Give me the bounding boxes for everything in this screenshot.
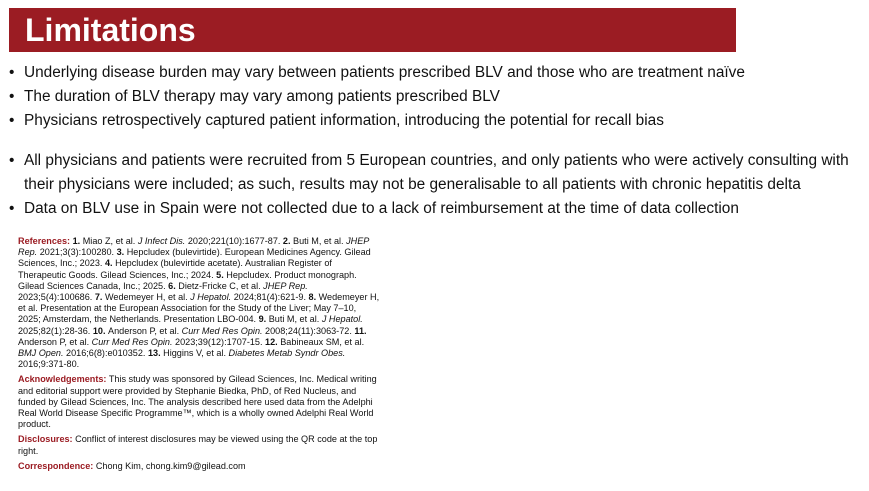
reference-number: 8. [306, 292, 319, 303]
bullet-text: Physicians retrospectively captured patient information, introducing the potential for recall bias [24, 112, 664, 129]
reference-journal: J Infect Dis. [137, 236, 186, 246]
reference-number: 4. [102, 258, 116, 269]
bullet-item [9, 149, 869, 197]
reference-number: 9. [256, 314, 269, 325]
reference-number: 6. [165, 280, 179, 291]
reference-number: 5. [213, 269, 227, 280]
reference-citation: 2016;6(8):e010352. [63, 348, 146, 359]
correspondence-label: Correspondence: [18, 460, 94, 471]
reference-journal: Diabetes Metab Syndr Obes. [228, 348, 346, 359]
bullet-item [9, 85, 869, 109]
reference-number: 13. [145, 348, 164, 359]
reference-text: Dietz-Fricke C, et al. [178, 280, 264, 291]
bullet-dot-icon: • [9, 88, 15, 105]
acknowledgements-text: This study was sponsored by Gilead Sciences, Inc. Medical writing and editorial support were provided by Stephanie Biedka, PhD, of Red Nucleus, and funded by Gilead Sciences, Inc. The analysis described here used data from the Adelphi Real World Disease Specific Programme™, which is a wholly owned Adelphi Real World product. [18, 374, 377, 430]
reference-journal: J Hepatol. [190, 292, 232, 303]
reference-citation: 2024;81(4):621-9. [231, 292, 306, 303]
reference-text: Babineaux SM, et al. [280, 336, 365, 347]
acknowledgements-label: Acknowledgements: [18, 374, 107, 385]
footnotes [18, 236, 380, 476]
reference-journal: J Hepatol. [321, 314, 363, 325]
references-label: References: [18, 236, 71, 246]
bullet-dot-icon: • [9, 112, 15, 129]
correspondence-block [18, 461, 380, 472]
reference-number: 1. [72, 236, 83, 246]
bullet-dot-icon: • [9, 152, 15, 169]
reference-journal: Curr Med Res Opin. [91, 336, 173, 347]
reference-journal: Curr Med Res Opin. [181, 325, 263, 336]
reference-number: 7. [92, 292, 105, 303]
page-title: Limitations [25, 12, 196, 48]
reference-citation: 2008;24(11):3063-72. [262, 325, 352, 336]
bullet-text: Underlying disease burden may vary between patients prescribed BLV and those who are treatment naïve [24, 64, 745, 81]
reference-text: Hepcludex. Product monograph. Gilead Sciences Canada, Inc.; 2025. [18, 269, 357, 291]
bullet-dot-icon: • [9, 64, 15, 81]
reference-journal: BMJ Open. [18, 348, 64, 359]
bullet-dot-icon: • [9, 200, 15, 217]
disclosures-block [18, 434, 380, 456]
bullet-item [9, 61, 869, 85]
reference-number: 11. [351, 325, 367, 336]
correspondence-text: Chong Kim, chong.kim9@gilead.com [95, 460, 246, 471]
disclosures-label: Disclosures: [18, 434, 73, 445]
reference-text: Miao Z, et al. [82, 236, 138, 246]
reference-text: Wedemeyer H, et al. Presentation at the European Association for the Study of the Liver; May 7–10, 2025; Amsterdam, the Netherlands. Presentation LBO-004. [18, 292, 380, 325]
reference-citation: 2025;82(1):28-36. [18, 325, 91, 336]
reference-citation: 2021;3(3):100280. [37, 247, 115, 258]
reference-number: 2. [280, 236, 294, 246]
bullet-item [9, 197, 869, 221]
reference-number: 3. [114, 247, 127, 258]
reference-number: 10. [90, 325, 109, 336]
references-list [18, 236, 379, 369]
reference-journal: JHEP Rep. [263, 280, 308, 291]
acknowledgements-block [18, 374, 380, 430]
reference-text: Higgins V, et al. [163, 348, 229, 359]
references-block [18, 236, 380, 370]
reference-text: Wedemeyer H, et al. [104, 292, 191, 303]
reference-citation: 2023;39(12):1707-15. [172, 336, 263, 347]
reference-number: 12. [262, 336, 281, 347]
bullet-text: Data on BLV use in Spain were not collected due to a lack of reimbursement at the time of data collection [24, 200, 739, 217]
title-banner [9, 8, 736, 52]
reference-text: Hepcludex (bulevirtide). European Medicines Agency. Gilead Sciences, Inc.; 2023. [18, 247, 371, 269]
reference-text: Anderson P, et al. [18, 336, 92, 347]
reference-citation: 2016;9:371-80. [18, 359, 80, 370]
limitations-list-primary [9, 61, 869, 133]
reference-text: Anderson P, et al. [108, 325, 182, 336]
reference-text: Buti M, et al. [293, 236, 347, 246]
reference-text: Hepcludex (bulevirtide acetate). Australian Register of Therapeutic Goods. Gilead Sciences, Inc.; 2024. [18, 258, 332, 280]
reference-citation: 2023;5(4):100686. [18, 292, 93, 303]
reference-item [90, 326, 352, 336]
reference-citation: 2020;221(10):1677-87. [185, 236, 281, 246]
bullet-item [9, 109, 869, 133]
bullet-text: All physicians and patients were recruited from 5 European countries, and only patients who were actively consulting with their physicians were included; as such, results may not be generalisable to all patients with chronic hepatitis delta [24, 152, 849, 193]
disclosures-text: Conflict of interest disclosures may be viewed using the QR code at the top right. [18, 434, 378, 456]
reference-item [92, 292, 306, 302]
limitations-list-spain [9, 197, 869, 221]
reference-text: Buti M, et al. [268, 314, 322, 325]
reference-journal: JHEP Rep. [18, 236, 370, 258]
reference-item [73, 236, 281, 246]
bullet-text: The duration of BLV therapy may vary among patients prescribed BLV [24, 88, 500, 105]
limitations-list-generalisability [9, 149, 869, 197]
